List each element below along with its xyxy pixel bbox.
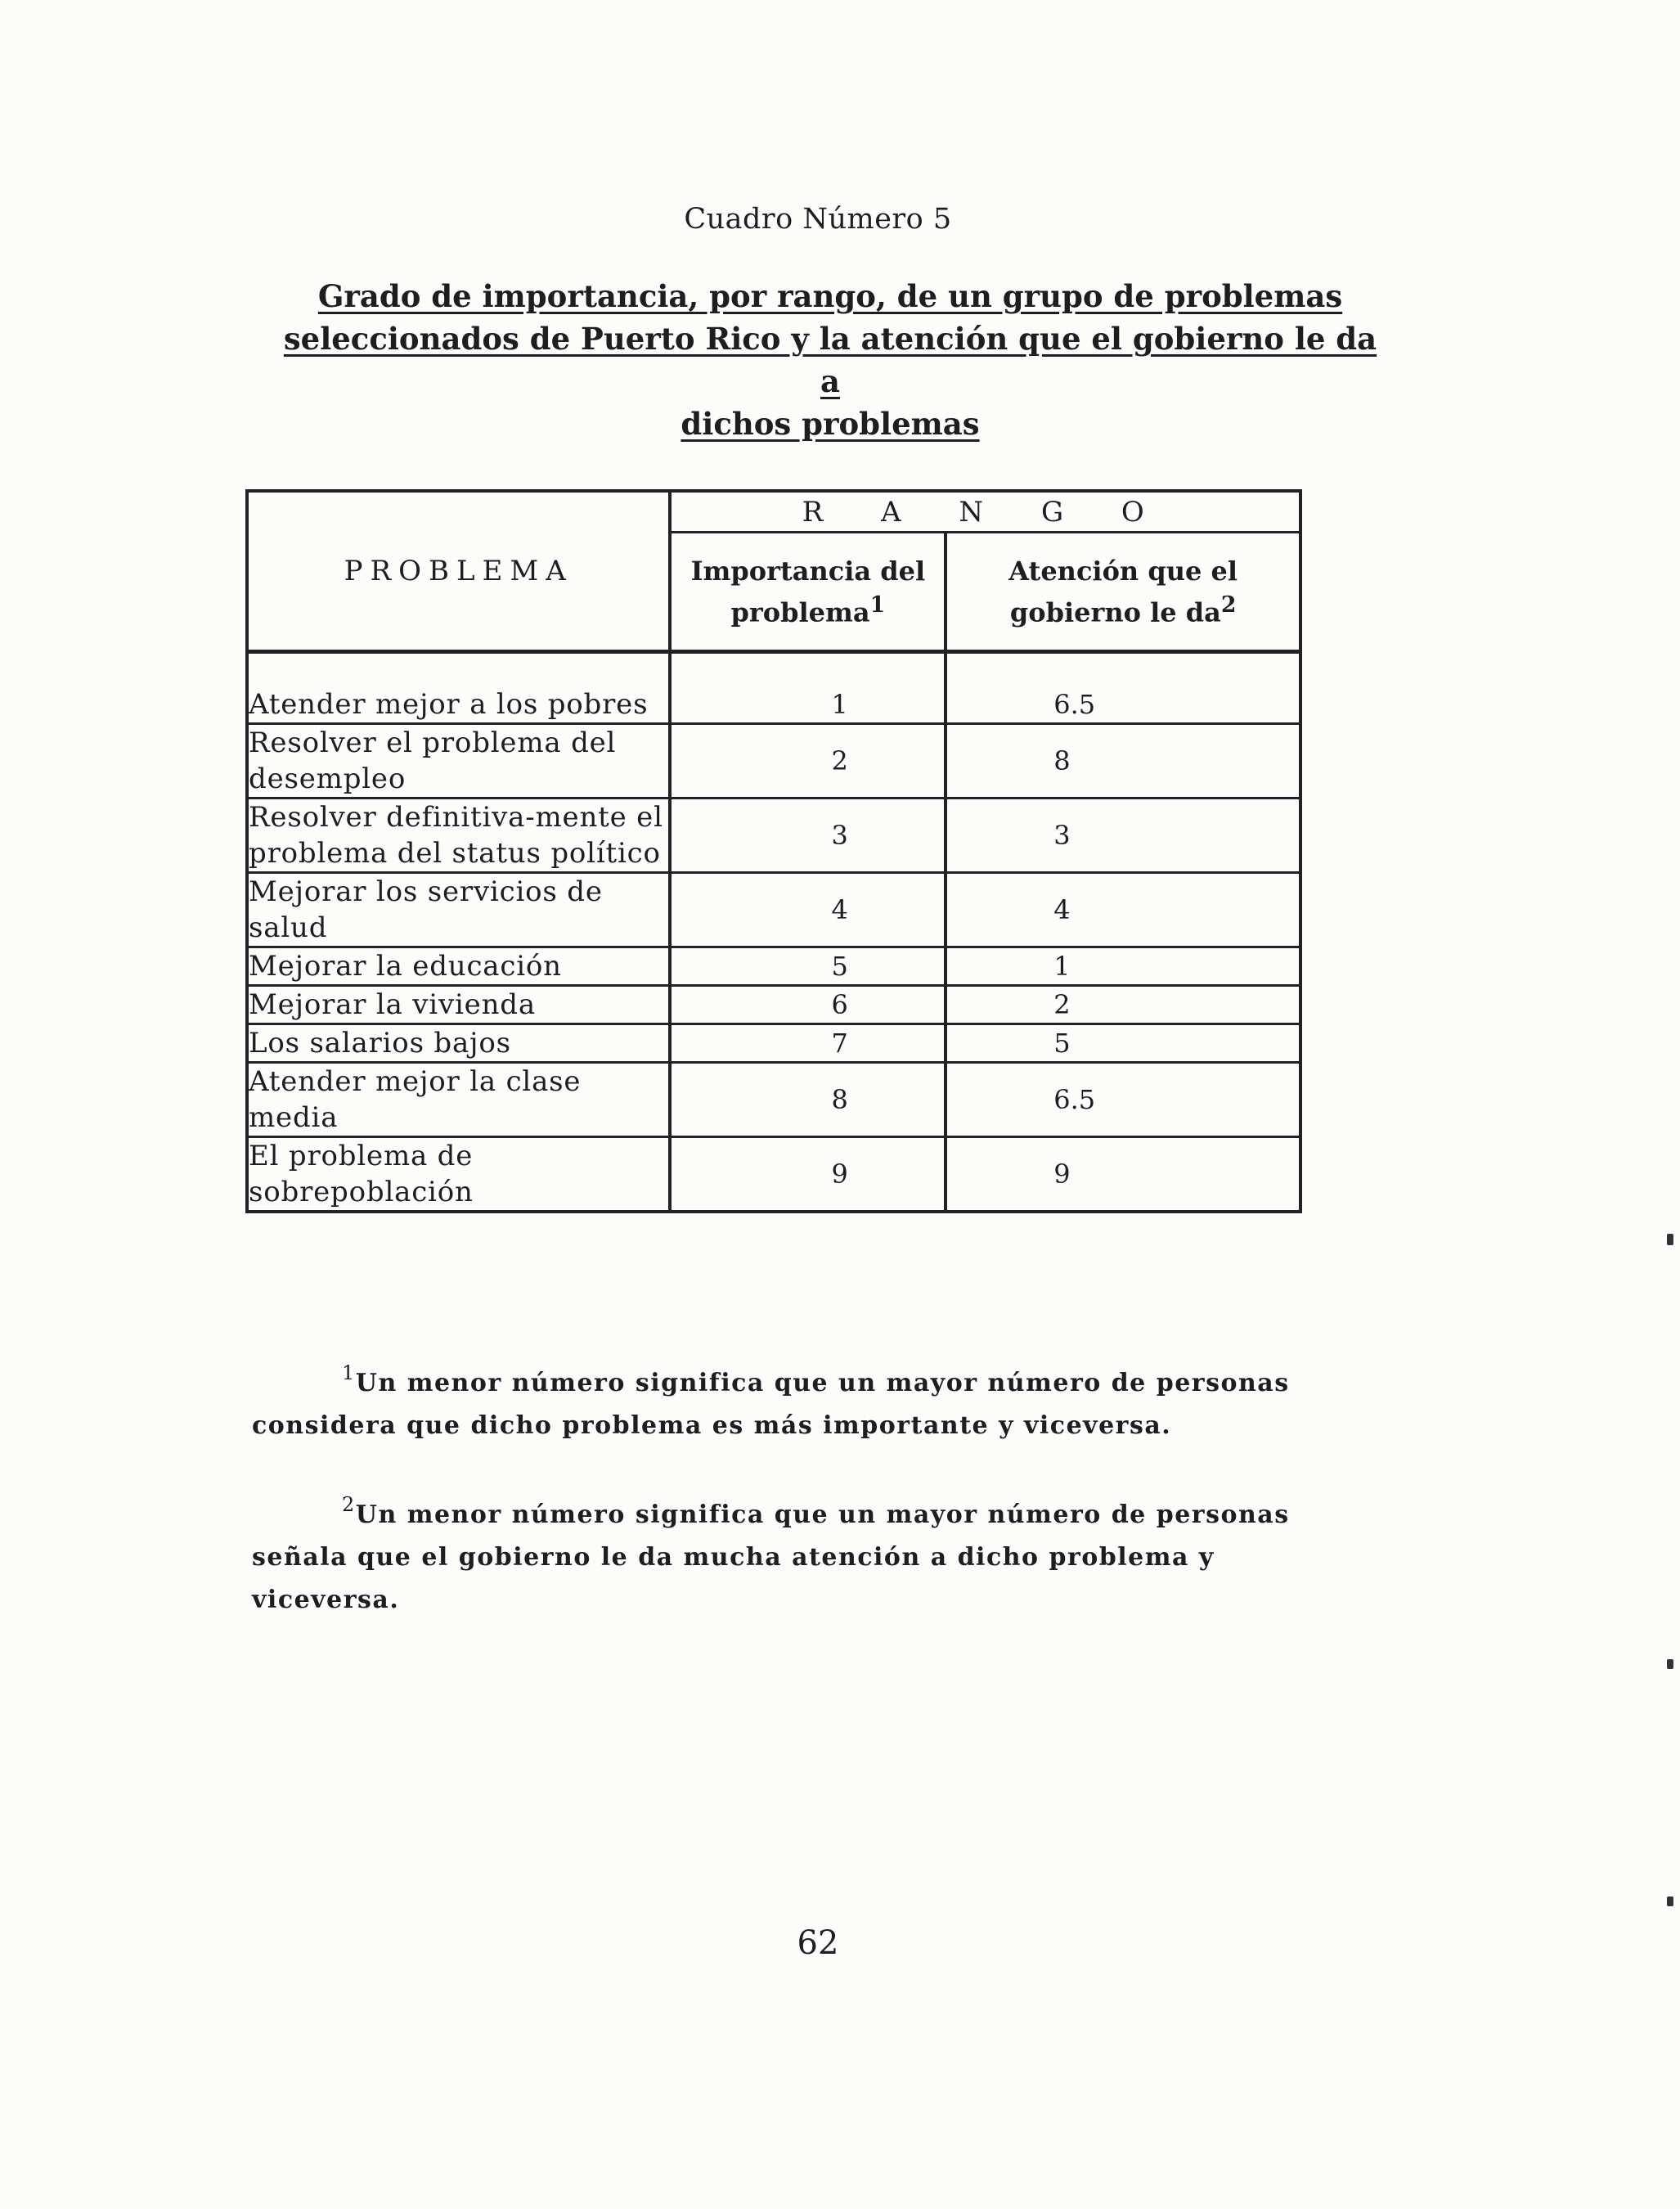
title-line-3: dichos problemas — [681, 406, 980, 442]
table-row — [247, 1024, 1300, 1063]
importance-cell: 8 — [670, 1063, 946, 1137]
attention-column-header — [946, 533, 1300, 652]
table-row — [247, 873, 1300, 947]
problem-cell: El problema de sobrepoblación — [247, 1137, 670, 1212]
importance-column-header — [670, 533, 946, 652]
rank-table — [245, 489, 1302, 1213]
table-row — [247, 986, 1300, 1024]
attention-cell: 6.5 — [946, 1063, 1300, 1137]
rank-group-header: R A N G O — [670, 491, 1300, 533]
importance-cell: 3 — [670, 799, 946, 873]
attention-cell: 6.5 — [946, 686, 1300, 724]
footnote-2 — [252, 1483, 1315, 1622]
table-row — [247, 947, 1300, 986]
importance-cell: 6 — [670, 986, 946, 1024]
problem-cell: Atender mejor la clase media — [247, 1063, 670, 1137]
attention-header-text: Atención que el gobierno le da — [1008, 555, 1238, 628]
problem-cell: Mejorar los servicios de salud — [247, 873, 670, 947]
table-title — [278, 275, 1382, 445]
table-spacer-row — [247, 652, 1300, 687]
importance-cell: 9 — [670, 1137, 946, 1212]
problem-column-header: PROBLEMA — [247, 491, 670, 652]
problem-cell: Atender mejor a los pobres — [247, 686, 670, 724]
attention-footnote-marker: 2 — [1220, 592, 1237, 618]
problem-cell: Los salarios bajos — [247, 1024, 670, 1063]
table-row — [247, 686, 1300, 724]
importance-header-text: Importancia del problema — [690, 555, 926, 628]
footnote-1 — [252, 1352, 1315, 1447]
importance-footnote-marker: 1 — [869, 592, 886, 618]
footnote-marker: 2 — [342, 1493, 356, 1516]
footnote-text: Un menor número significa que un mayor número de personas señala que el gobierno le da mucha atención a dicho problema y viceversa. — [252, 1500, 1290, 1614]
spacer-cell — [670, 652, 946, 687]
attention-cell: 9 — [946, 1137, 1300, 1212]
spacer-cell — [247, 652, 670, 687]
footnote-marker: 1 — [342, 1361, 356, 1384]
scan-edge-mark — [1667, 1896, 1673, 1906]
attention-cell: 5 — [946, 1024, 1300, 1063]
attention-cell: 8 — [946, 724, 1300, 799]
problem-cell: Mejorar la vivienda — [247, 986, 670, 1024]
table-body — [247, 652, 1300, 1212]
page-number: 62 — [797, 1924, 839, 1962]
table-number: Cuadro Número 5 — [684, 203, 952, 236]
importance-cell: 4 — [670, 873, 946, 947]
problem-cell: Mejorar la educación — [247, 947, 670, 986]
attention-cell: 4 — [946, 873, 1300, 947]
footnote-text: Un menor número significa que un mayor número de personas considera que dicho problema es más importante y viceversa. — [252, 1369, 1290, 1440]
problem-cell: Resolver el problema del desempleo — [247, 724, 670, 799]
attention-cell: 3 — [946, 799, 1300, 873]
attention-cell: 2 — [946, 986, 1300, 1024]
title-line-2: seleccionados de Puerto Rico y la atención que el gobierno le da a — [283, 321, 1377, 399]
importance-cell: 5 — [670, 947, 946, 986]
importance-cell: 7 — [670, 1024, 946, 1063]
footnotes — [252, 1352, 1315, 1658]
attention-cell: 1 — [946, 947, 1300, 986]
importance-cell: 2 — [670, 724, 946, 799]
problem-cell: Resolver definitiva-mente el problema del status político — [247, 799, 670, 873]
title-line-1: Grado de importancia, por rango, de un grupo de problemas — [317, 278, 1343, 314]
rank-table-container — [245, 489, 1302, 1213]
scan-edge-mark — [1667, 1659, 1673, 1669]
spacer-cell — [946, 652, 1300, 687]
importance-cell: 1 — [670, 686, 946, 724]
table-row — [247, 724, 1300, 799]
table-row — [247, 1137, 1300, 1212]
table-row — [247, 1063, 1300, 1137]
scan-edge-mark — [1667, 1234, 1673, 1245]
table-row — [247, 799, 1300, 873]
